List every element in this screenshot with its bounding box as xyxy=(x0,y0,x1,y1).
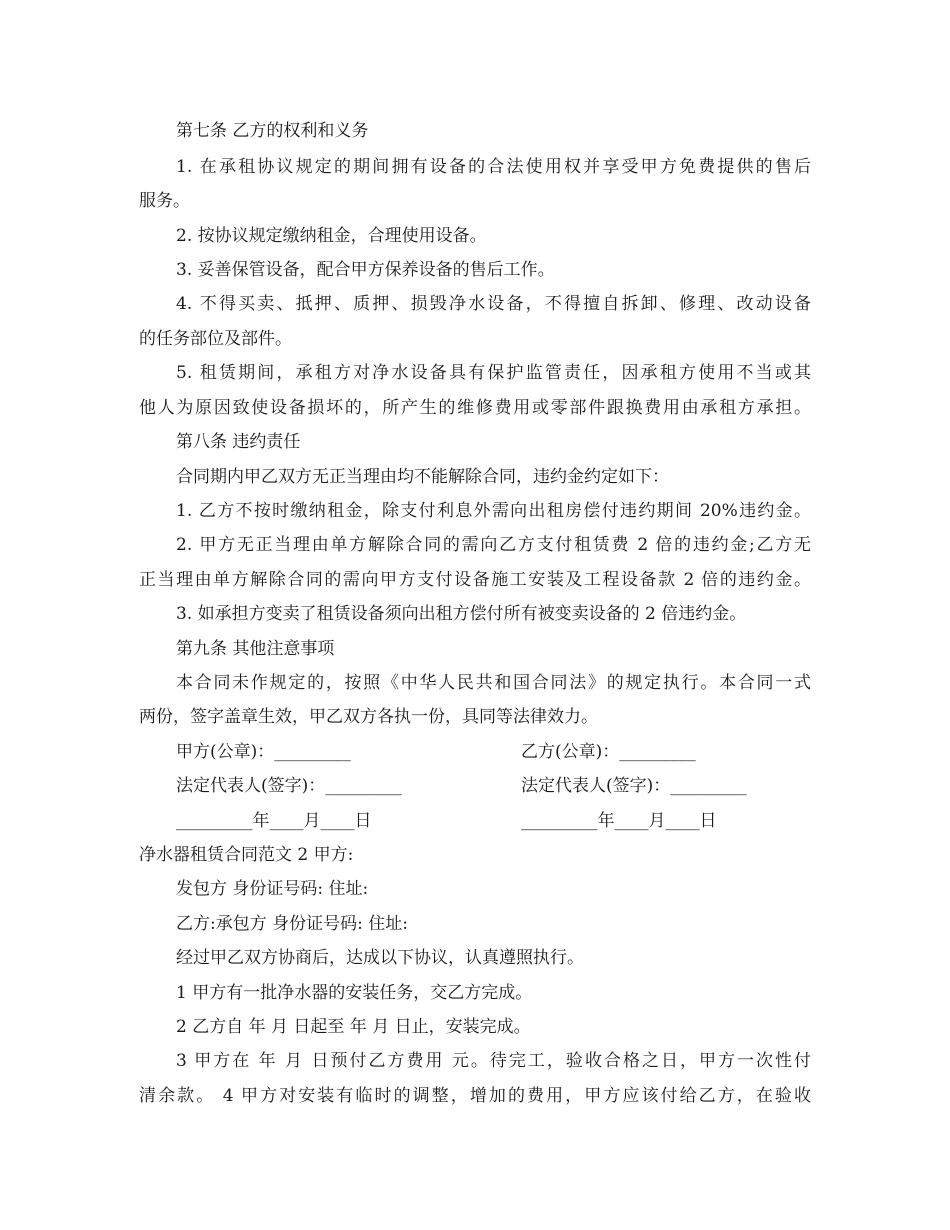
party-b-date: _________年____月____日 xyxy=(521,811,717,831)
contract2-agreement-intro: 经过甲乙双方协商后，达成以下协议，认真遵照执行。 xyxy=(176,948,584,968)
article7-item5-line1: 5. 租赁期间，承租方对净水设备具有保护监管责任，因承租方使用不当或其 xyxy=(176,363,811,383)
article7-item2: 2. 按协议规定缴纳租金，合理使用设备。 xyxy=(176,226,487,246)
article7-heading: 第七条 乙方的权利和义务 xyxy=(176,121,369,141)
article8-item2-line1: 2. 甲方无正当理由单方解除合同的需向乙方支付租赁费 2 倍的违约金;乙方无 xyxy=(176,535,811,555)
contract2-party-b-line: 乙方:承包方 身份证号码: 住址: xyxy=(176,914,408,934)
article8-intro: 合同期内甲乙双方无正当理由均不能解除合同，违约金约定如下： xyxy=(176,467,669,487)
contract2-clause3-line2: 清余款。 4 甲方对安装有临时的调整，增加的费用，甲方应该付给乙方，在验收 xyxy=(139,1086,811,1106)
article9-heading: 第九条 其他注意事项 xyxy=(176,639,335,659)
article8-item2-line2: 正当理由单方解除合同的需向甲方支付设备施工安装及工程设备款 2 倍的违约金。 xyxy=(139,570,811,590)
article7-item4-line2: 的任务部位及部件。 xyxy=(139,329,292,349)
article8-item3: 3. 如承担方变卖了租赁设备须向出租方偿付所有被变卖设备的 2 倍违约金。 xyxy=(176,604,747,624)
article7-item5-line2: 他人为原因致使设备损坏的，所产生的维修费用或零部件跟换费用由承租方承担。 xyxy=(139,398,811,418)
article7-item4-line1: 4. 不得买卖、抵押、质押、损毁净水设备，不得擅自拆卸、修理、改动设备 xyxy=(176,294,811,314)
article8-heading: 第八条 违约责任 xyxy=(176,432,301,452)
contract2-clause1: 1 甲方有一批净水器的安装任务，交乙方完成。 xyxy=(176,983,533,1003)
article7-item1-line2: 服务。 xyxy=(139,191,190,211)
contract2-contractor-line: 发包方 身份证号码: 住址: xyxy=(176,879,369,899)
contract2-clause2: 2 乙方自 年 月 日起至 年 月 日止，安装完成。 xyxy=(176,1017,531,1037)
article8-item1: 1. 乙方不按时缴纳租金，除支付利息外需向出租房偿付违约期间 20%违约金。 xyxy=(176,501,811,521)
article7-item1-line1: 1. 在承租协议规定的期间拥有设备的合法使用权并享受甲方免费提供的售后 xyxy=(176,157,811,177)
party-b-seal: 乙方(公章)：_________ xyxy=(521,742,696,762)
article7-item3: 3. 妥善保管设备，配合甲方保养设备的售后工作。 xyxy=(176,260,555,280)
contract2-clause3-line1: 3 甲方在 年 月 日预付乙方费用 元。待完工，验收合格之日，甲方一次性付 xyxy=(176,1051,811,1071)
article9-para-line1: 本合同未作规定的，按照《中华人民共和国合同法》的规定执行。本合同一式 xyxy=(176,673,811,693)
party-b-representative: 法定代表人(签字)：_________ xyxy=(521,776,747,796)
party-a-representative: 法定代表人(签字)：_________ xyxy=(176,776,402,796)
party-a-date: _________年____月____日 xyxy=(176,811,372,831)
article9-para-line2: 两份，签字盖章生效，甲乙双方各执一份，具同等法律效力。 xyxy=(139,707,598,727)
contract2-title-line: 净水器租赁合同范文 2 甲方: xyxy=(139,845,354,865)
party-a-seal: 甲方(公章)：_________ xyxy=(176,742,351,762)
